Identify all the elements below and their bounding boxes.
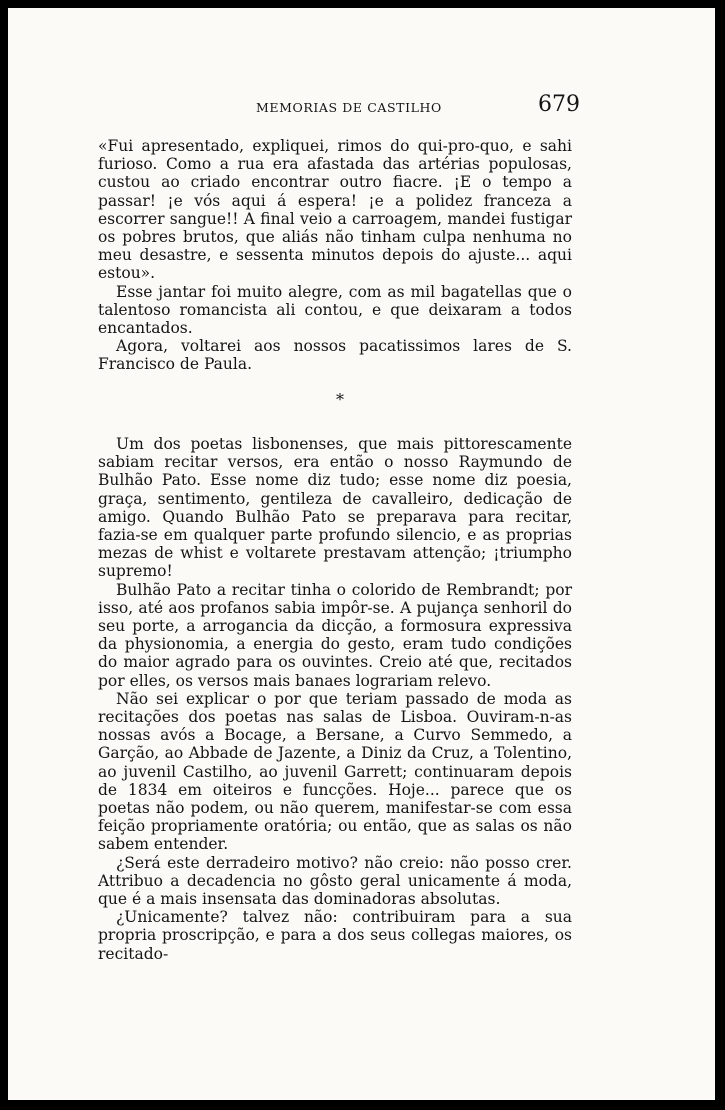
- paragraph: ¿Será este derradeiro motivo? não creio: não posso crer. Attribuo a decadencia no gôsto geral unicamente á moda, que é a mais insensata das dominadoras absolutas.: [98, 853, 572, 909]
- page-number: 679: [538, 92, 580, 117]
- page-header: [8, 92, 715, 128]
- paragraph: Um dos poetas lisbonenses, que mais pittorescamente sabiam recitar versos, era então o nosso Raymundo de Bulhão Pato. Esse nome diz tudo; esse nome diz poesia, graça, sentimento, gentileza de cavalleiro, dedicação de amigo. Quando Bulhão Pato se preparava para recitar, fazia-se em qualquer parte profundo silencio, e as proprias mezas de whist e voltarete prestavam attenção; ¡triumpho supremo!: [98, 435, 572, 581]
- text-block-2: [98, 435, 572, 963]
- paragraph: Bulhão Pato a recitar tinha o colorido de Rembrandt; por isso, até aos profanos sabia impôr-se. A pujança senhoril do seu porte, a arrogancia da dicção, a formosura expressiva da physionomia, a energia do gesto, eram tudo condições do maior agrado para os ouvintes. Creio até que, recitados por elles, os versos mais banaes lograriam relevo.: [98, 580, 572, 690]
- paragraph: «Fui apresentado, expliquei, rimos do qui-pro-quo, e sahi furioso. Como a rua era afastada das artérias populosas, custou ao criado encontrar outro fiacre. ¡E o tempo a passar! ¡e vós aqui á espera! ¡e a polidez franceza a escorrer sangue!! A final veio a carroagem, mandei fustigar os pobres brutos, que aliás não tinham culpa nenhuma no meu desastre, e sessenta minutos depois do ajuste... aqui estou».: [98, 137, 572, 283]
- book-page: [8, 8, 715, 1100]
- section-separator: *: [336, 390, 344, 409]
- paragraph: ¿Unicamente? talvez não: contribuiram para a sua propria proscripção, e para a dos seus collegas maiores, os recitado-: [98, 908, 572, 963]
- paragraph: Não sei explicar o por que teriam passado de moda as recitações dos poetas nas salas de Lisboa. Ouviram-n-as nossas avós a Bocage, a Bersane, a Curvo Semmedo, a Garção, ao Abbade de Jazente, a Diniz da Cruz, a Tolentino, ao juvenil Castilho, ao juvenil Garrett; continuaram depois de 1834 em oiteiros e funcções. Hoje... parece que os poetas não podem, ou não querem, manifestar-se com essa feição propriamente oratória; ou então, que as salas os não sabem entender.: [98, 689, 572, 854]
- running-title: MEMORIAS DE CASTILHO: [256, 100, 442, 115]
- paragraph: Esse jantar foi muito alegre, com as mil bagatellas que o talentoso romancista ali contou, e que deixaram a todos encantados.: [98, 282, 572, 338]
- paragraph: Agora, voltarei aos nossos pacatissimos lares de S. Francisco de Paula.: [98, 337, 572, 374]
- text-block-1: [98, 137, 572, 374]
